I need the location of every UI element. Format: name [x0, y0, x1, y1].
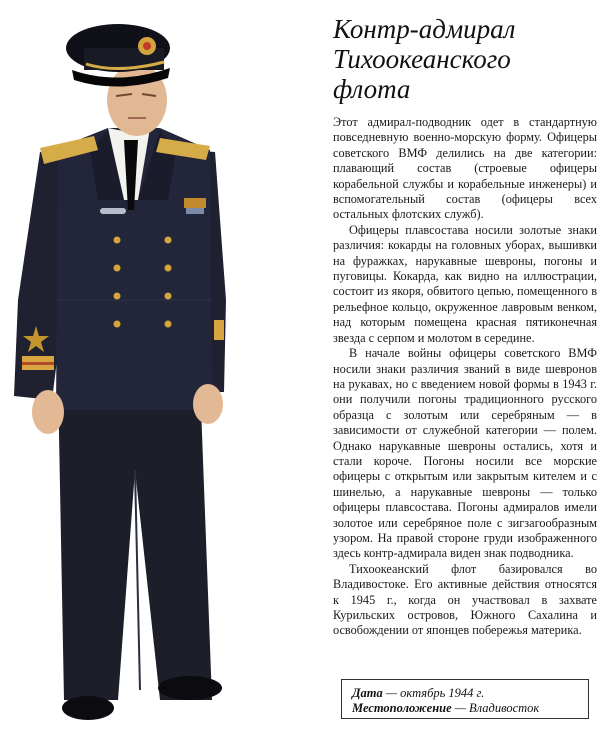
location-line: Местоположение — Владивосток: [352, 701, 540, 715]
date-line: Дата — октябрь 1944 г.: [352, 686, 485, 700]
location-label: Местоположение: [352, 701, 452, 715]
title-line: Контр-адмирал: [333, 14, 516, 44]
ribbon-bar: [184, 198, 206, 208]
paragraph: Офицеры плавсостава носили золотые знаки различия: кокарды на головных уборах, вышивки на фуражках, нарукавные шевроны, погоны и пуговицы. Кокарда, как видно на иллюстрации, состоит из якоря, обвитого цепью, помещенного в рельефное кольцо, окруженное лавровым венком, над которым помещена красная пятиконечная звезда с серпом и молотом в середине.: [333, 222, 597, 345]
paragraph: Тихоокеанский флот базировался во Владивостоке. Его активные действия относятся к 1945 г., когда он участвовал в захвате Курильских островов, Южного Сахалина и освобождении от японцев побережья материка.: [333, 561, 597, 638]
article-body: [333, 115, 597, 639]
date-label: Дата: [352, 686, 383, 700]
page-title: [333, 14, 593, 104]
left-shoe: [62, 696, 114, 720]
right-hand: [193, 384, 223, 424]
location-value: Владивосток: [469, 701, 540, 715]
title-line: флота: [333, 74, 411, 104]
submarine-badge: [100, 208, 126, 214]
date-value: октябрь 1944 г.: [400, 686, 485, 700]
paragraph: Этот адмирал-подводник одет в стандартную повседневную военно-морскую форму. Офицеры советского ВМФ делились на две категории: плавающий состав (строевые офицеры корабельной службы и корабельные инженеры) и вспомогательный состав (офицеры всех остальных флотских служб).: [333, 115, 597, 222]
right-shoe: [158, 676, 222, 700]
caption-box: [341, 679, 589, 719]
title-line: Тихоокеанского: [333, 44, 511, 74]
left-hand: [32, 390, 64, 434]
trousers: [58, 380, 212, 700]
paragraph: В начале войны офицеры советского ВМФ носили знаки различия званий в виде шевронов на рукавах, но с введением новой формы в 1943 г. они получили погоны традиционного русского образца с золотым или серебряным — в зависимости от служебной категории — полем. Однако нарукавные шевроны остались, хотя и стали короче. Погоны носили все морские офицеры с открытым или закрытым кителем и с шинелью, а нарукавные шевроны — только офицеры плавсостава. Погоны адмиралов имели золотое или серебряное поле с зигзагообразным узором. На правой стороне груди изображенного здесь контр-адмирала виден знак подводника.: [333, 346, 597, 561]
